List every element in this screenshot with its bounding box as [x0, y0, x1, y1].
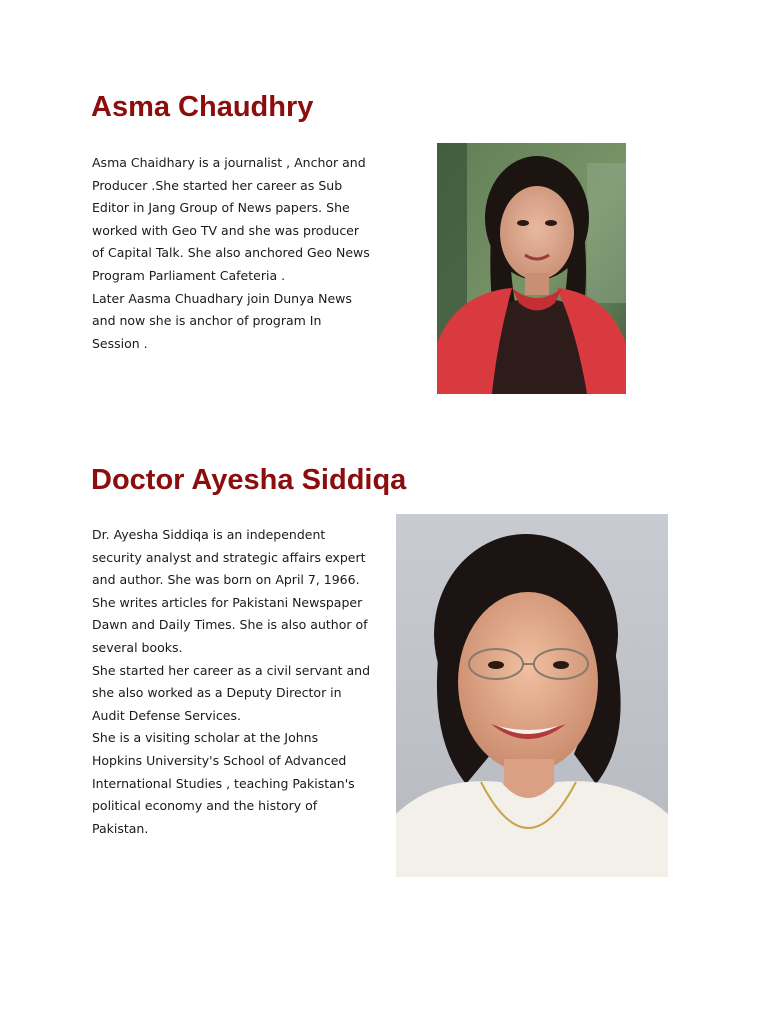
bio-line: Hopkins University's School of Advanced: [92, 752, 347, 768]
section-heading-asma-chaudhry: Asma Chaudhry: [91, 91, 314, 123]
bio-line: Producer .She started her career as Sub: [92, 177, 343, 193]
bio-line: political economy and the history of: [92, 798, 318, 814]
bio-paragraph-asma-chaudhry: [92, 152, 370, 355]
bio-paragraph-ayesha-siddiqa: [92, 524, 370, 840]
bio-line: She is a visiting scholar at the Johns: [92, 730, 319, 746]
bio-line: Program Parliament Cafeteria .: [92, 267, 286, 283]
bio-line: She started her career as a civil servant and: [92, 662, 371, 678]
bio-line: Audit Defense Services.: [92, 707, 241, 723]
bio-line: security analyst and strategic affairs expert: [92, 549, 366, 565]
bio-line: several books.: [92, 639, 183, 655]
bio-line: she also worked as a Deputy Director in: [92, 685, 342, 701]
portrait-photo-ayesha-siddiqa: [396, 514, 668, 877]
bio-line: International Studies , teaching Pakistan's: [92, 775, 355, 791]
bio-line: Session .: [92, 335, 148, 351]
bio-line: and now she is anchor of program In: [92, 313, 322, 329]
bio-line: She writes articles for Pakistani Newspaper: [92, 594, 363, 610]
bio-line: of Capital Talk. She also anchored Geo News: [92, 245, 370, 261]
section-heading-ayesha-siddiqa: Doctor Ayesha Siddiqa: [91, 464, 407, 496]
bio-line: Asma Chaidhary is a journalist , Anchor and: [92, 155, 366, 170]
bio-line: Editor in Jang Group of News papers. She: [92, 200, 350, 216]
bio-line: Pakistan.: [92, 820, 149, 836]
bio-line: worked with Geo TV and she was producer: [92, 222, 360, 238]
portrait-photo-asma-chaudhry: [437, 143, 626, 394]
bio-line: Dr. Ayesha Siddiqa is an independent: [92, 527, 326, 542]
bio-line: Later Aasma Chuadhary join Dunya News: [92, 290, 352, 306]
bio-line: and author. She was born on April 7, 1966.: [92, 572, 360, 588]
bio-line: Dawn and Daily Times. She is also author of: [92, 617, 368, 633]
